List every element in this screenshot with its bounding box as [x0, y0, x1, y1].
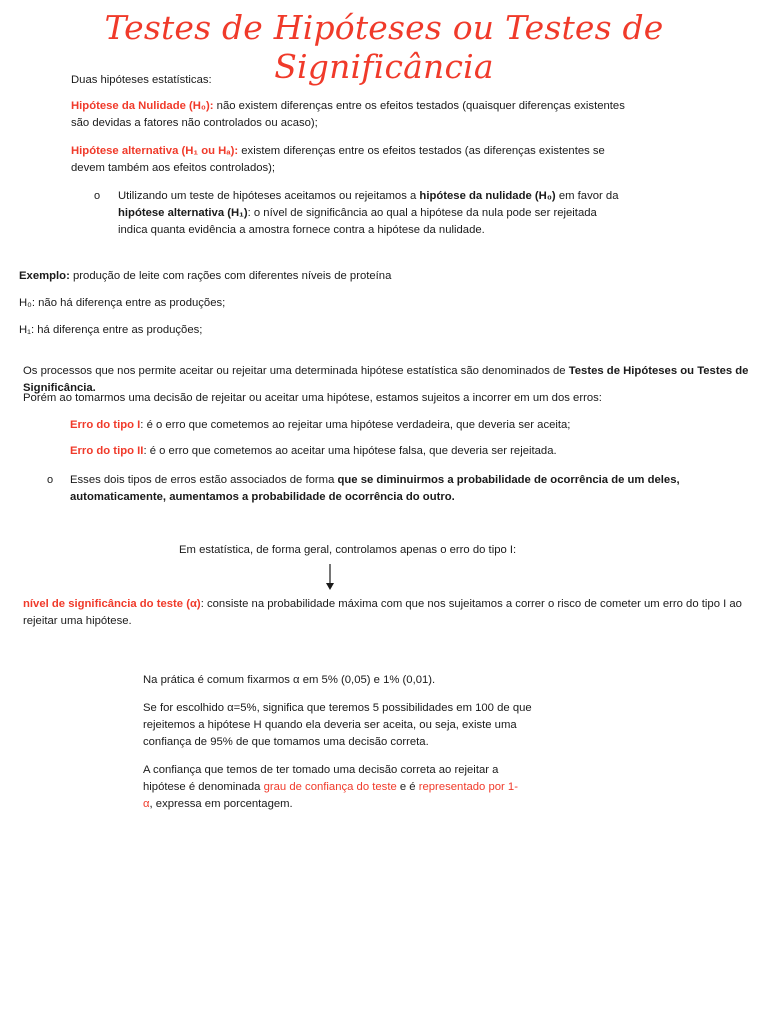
null-hypothesis-paragraph — [71, 98, 641, 132]
confidence-text: , expressa em porcentagem. — [149, 798, 293, 810]
null-hypothesis-text: não existem diferenças entre os efeitos testados (quaisquer diferenças existentes são devidas a fatores não controlados ou acaso); — [71, 100, 625, 129]
alternative-hypothesis-paragraph — [71, 143, 641, 177]
confidence-degree-label: grau de confiança do teste — [263, 781, 397, 793]
confidence-text: e é — [396, 781, 419, 793]
errors-relationship-bullet — [70, 472, 730, 506]
significance-text: : consiste na probabilidade máxima com que nos sujeitamos a correr o risco de cometer um erro do tipo I ao rejeitar uma hipótese. — [23, 598, 742, 627]
bullet-text: Esses dois tipos de erros estão associados de forma — [70, 474, 338, 486]
bullet-marker: o — [47, 474, 54, 486]
processes-bold: Testes de Hipóteses ou Testes de Significância. — [23, 365, 749, 394]
example-h0: H₀: não há diferença entre as produções; — [19, 297, 226, 309]
confidence-paragraph — [143, 762, 523, 813]
practice-text: Na prática é comum fixarmos α em 5% (0,05) e 1% (0,01). — [143, 674, 436, 686]
errors-intro: Porém ao tomarmos uma decisão de rejeitar ou aceitar uma hipótese, estamos sujeitos a incorrer em um dos erros: — [23, 392, 602, 404]
control-text: Em estatística, de forma geral, controlamos apenas o erro do tipo I: — [179, 544, 517, 556]
example-label: Exemplo: — [19, 270, 70, 282]
bullet-bold-text: que se diminuirmos a probabilidade de ocorrência de um deles, automaticamente, aumentamos a probabilidade de ocorrência do outro. — [70, 474, 680, 503]
hypothesis-test-bullet — [118, 188, 623, 239]
example-text: produção de leite com rações com diferentes níveis de proteína — [69, 270, 392, 282]
bullet-marker: o — [94, 190, 101, 202]
bullet-bold-alternative: hipótese alternativa (H₁) — [118, 207, 248, 219]
error-type-1-text: : é o erro que cometemos ao rejeitar uma hipótese verdadeira, que deveria ser aceita; — [140, 419, 571, 431]
example-h1: H₁: há diferença entre as produções; — [19, 324, 203, 336]
significance-label: nível de significância do teste (α) — [23, 598, 201, 610]
alpha-example-text: Se for escolhido α=5%, significa que teremos 5 possibilidades em 100 de que rejeitemos a hipótese H quando ela deveria ser aceita, ou seja, existe uma confiança de 95% de que tomamos uma decisão correta. — [143, 702, 532, 748]
error-type-2-label: Erro do tipo II — [70, 445, 144, 457]
bullet-bold-null: hipótese da nulidade (H₀) — [419, 190, 556, 202]
error-type-2 — [70, 443, 730, 460]
bullet-text: Utilizando um teste de hipóteses aceitamos ou rejeitamos a — [118, 190, 420, 202]
significance-paragraph — [23, 596, 743, 630]
error-type-1 — [70, 417, 730, 434]
confidence-formula-label: representado por 1-α — [143, 781, 518, 810]
bullet-text: : o nível de significância ao qual a hipótese da nula pode ser rejeitada indica quanta evidência a amostra fornece contra a hipótese da nulidade. — [118, 207, 597, 236]
alternative-hypothesis-text: existem diferenças entre os efeitos testados (as diferenças existentes se devem também aos efeitos controlados); — [71, 145, 605, 174]
processes-text: Os processos que nos permite aceitar ou rejeitar uma determinada hipótese estatística são denominados de — [23, 365, 569, 377]
page-title: Testes de Hipóteses ou Testes de Significância — [104, 8, 664, 86]
error-type-1-label: Erro do tipo I — [70, 419, 141, 431]
bullet-text: em favor da — [555, 190, 619, 202]
down-arrow-icon — [325, 564, 335, 590]
error-type-2-text: : é o erro que cometemos ao aceitar uma hipótese falsa, que deveria ser rejeitada. — [143, 445, 557, 457]
alternative-hypothesis-label: Hipótese alternativa (H₁ ou Hₐ): — [71, 145, 239, 157]
example-line — [19, 268, 719, 285]
confidence-text: A confiança que temos de ter tomado uma decisão correta ao rejeitar a hipótese é denominada — [143, 764, 499, 793]
null-hypothesis-label: Hipótese da Nulidade (H₀): — [71, 100, 214, 112]
intro-text: Duas hipóteses estatísticas: — [71, 74, 212, 86]
